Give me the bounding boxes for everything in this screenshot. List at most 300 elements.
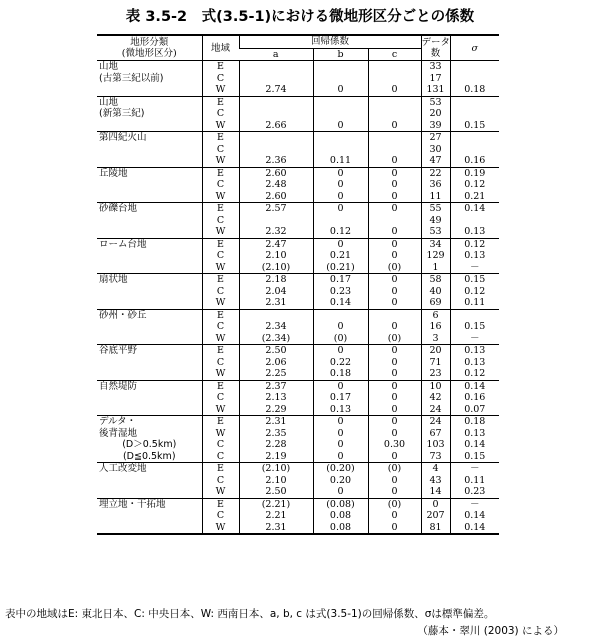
region-cell: W <box>202 262 239 274</box>
region-cell: C <box>202 250 239 262</box>
coef-a-cell: 2.29 <box>239 404 313 416</box>
landform-label <box>97 84 202 96</box>
count-cell: 6 <box>421 309 450 321</box>
table-row <box>97 297 499 309</box>
coef-a-cell: 2.66 <box>239 120 313 132</box>
count-cell: 24 <box>421 416 450 428</box>
coef-c-cell <box>368 144 421 156</box>
count-cell: 207 <box>421 510 450 522</box>
coef-a-cell: (2.10) <box>239 262 313 274</box>
landform-group <box>97 61 499 97</box>
sigma-cell: 0.14 <box>450 439 499 451</box>
table-row <box>97 250 499 262</box>
header-coefficients: 回帰係数 <box>239 35 421 48</box>
coef-a-cell: 2.31 <box>239 416 313 428</box>
coef-c-cell: 0.30 <box>368 439 421 451</box>
sigma-cell: 0.13 <box>450 345 499 357</box>
coef-c-cell: 0 <box>368 238 421 250</box>
table-row <box>97 428 499 440</box>
landform-label: (D＞0.5km) <box>122 439 177 451</box>
table-row <box>97 475 499 487</box>
count-cell: 10 <box>421 380 450 392</box>
coef-b-cell <box>313 61 368 73</box>
landform-label <box>97 392 202 404</box>
table-row <box>97 73 499 85</box>
region-cell: E <box>202 345 239 357</box>
table-row <box>97 191 499 203</box>
region-cell: C <box>202 286 239 298</box>
landform-label: 扇状地 <box>99 274 128 286</box>
landform-label <box>97 357 202 369</box>
header-count-line1: データ <box>421 37 451 48</box>
region-cell: E <box>202 416 239 428</box>
count-cell: 24 <box>421 404 450 416</box>
sigma-cell <box>450 108 499 120</box>
table-row <box>97 380 499 392</box>
coef-b-cell <box>313 215 368 227</box>
landform-label: 人工改変地 <box>99 463 147 475</box>
coef-a-cell <box>239 132 313 144</box>
landform-label <box>97 155 202 167</box>
count-cell: 30 <box>421 144 450 156</box>
landform-group <box>97 309 499 345</box>
coef-b-cell: 0.11 <box>313 155 368 167</box>
landform-label <box>97 215 202 227</box>
table-row <box>97 416 499 428</box>
coef-a-cell: 2.60 <box>239 167 313 179</box>
region-cell: E <box>202 61 239 73</box>
landform-group <box>97 274 499 310</box>
table-row <box>97 392 499 404</box>
coef-c-cell: 0 <box>368 286 421 298</box>
sigma-cell: 0.15 <box>450 120 499 132</box>
table-row <box>97 522 499 535</box>
count-cell: 20 <box>421 345 450 357</box>
coef-c-cell <box>368 73 421 85</box>
coef-c-cell: 0 <box>368 357 421 369</box>
count-cell: 42 <box>421 392 450 404</box>
sigma-cell: 0.15 <box>450 321 499 333</box>
landform-group <box>97 463 499 499</box>
coef-a-cell: 2.47 <box>239 238 313 250</box>
count-cell: 33 <box>421 61 450 73</box>
coef-c-cell: (0) <box>368 498 421 510</box>
coef-c-cell: 0 <box>368 392 421 404</box>
coef-b-cell: 0.08 <box>313 522 368 535</box>
coef-b-cell: 0.17 <box>313 392 368 404</box>
count-cell: 131 <box>421 84 450 96</box>
coef-c-cell: 0 <box>368 155 421 167</box>
table-row <box>97 61 499 73</box>
region-cell: E <box>202 309 239 321</box>
coef-c-cell: (0) <box>368 463 421 475</box>
coef-a-cell: 2.34 <box>239 321 313 333</box>
sigma-cell: 0.12 <box>450 286 499 298</box>
table-row <box>97 203 499 215</box>
region-cell: E <box>202 498 239 510</box>
coef-c-cell: 0 <box>368 368 421 380</box>
sigma-cell: 0.13 <box>450 357 499 369</box>
coef-b-cell: 0 <box>313 179 368 191</box>
coef-b-cell <box>313 96 368 108</box>
coef-b-cell: (0.21) <box>313 262 368 274</box>
coef-b-cell: 0 <box>313 120 368 132</box>
count-cell: 17 <box>421 73 450 85</box>
sigma-cell: － <box>450 463 499 475</box>
table-row <box>97 226 499 238</box>
table-title: 表 3.5-2 式(3.5-1)における微地形区分ごとの係数 <box>125 9 475 25</box>
coef-a-cell: 2.35 <box>239 428 313 440</box>
count-cell: 58 <box>421 274 450 286</box>
coef-a-cell <box>239 108 313 120</box>
coef-c-cell: 0 <box>368 274 421 286</box>
landform-label <box>97 262 202 274</box>
sigma-cell: 0.16 <box>450 392 499 404</box>
sigma-cell <box>450 144 499 156</box>
sigma-cell: 0.13 <box>450 428 499 440</box>
count-cell: 14 <box>421 486 450 498</box>
coef-c-cell: 0 <box>368 404 421 416</box>
count-cell: 103 <box>421 439 450 451</box>
coef-b-cell: 0 <box>313 167 368 179</box>
coef-b-cell: 0.14 <box>313 297 368 309</box>
coef-b-cell: 0 <box>313 416 368 428</box>
landform-group <box>97 380 499 416</box>
count-cell: 49 <box>421 215 450 227</box>
landform-group <box>97 167 499 203</box>
sigma-cell: － <box>450 262 499 274</box>
table-row <box>97 167 499 179</box>
coef-b-cell <box>313 132 368 144</box>
sigma-cell: 0.15 <box>450 451 499 463</box>
coef-c-cell: 0 <box>368 250 421 262</box>
coef-c-cell: 0 <box>368 428 421 440</box>
landform-group <box>97 498 499 534</box>
sigma-cell <box>450 132 499 144</box>
region-cell: C <box>202 475 239 487</box>
coef-c-cell: 0 <box>368 120 421 132</box>
coef-b-cell <box>313 73 368 85</box>
coef-c-cell: (0) <box>368 333 421 345</box>
coef-a-cell: 2.74 <box>239 84 313 96</box>
coef-b-cell: 0 <box>313 486 368 498</box>
landform-label <box>97 226 202 238</box>
coef-a-cell: 2.32 <box>239 226 313 238</box>
region-cell: E <box>202 96 239 108</box>
landform-label <box>97 510 202 522</box>
coef-b-cell: 0.13 <box>313 404 368 416</box>
coef-c-cell: 0 <box>368 191 421 203</box>
landform-label: (D≦0.5km) <box>122 450 176 462</box>
sigma-cell: 0.13 <box>450 250 499 262</box>
table-row <box>97 498 499 510</box>
header-b: b <box>313 48 368 61</box>
table-row <box>97 179 499 191</box>
count-cell: 47 <box>421 155 450 167</box>
coef-c-cell: 0 <box>368 510 421 522</box>
landform-group <box>97 96 499 132</box>
coef-c-cell: 0 <box>368 84 421 96</box>
landform-group <box>97 416 499 463</box>
coef-b-cell: 0.17 <box>313 274 368 286</box>
count-cell: 53 <box>421 96 450 108</box>
coef-a-cell: 2.28 <box>239 439 313 451</box>
region-cell: W <box>202 226 239 238</box>
count-cell: 53 <box>421 226 450 238</box>
landform-label <box>97 179 202 191</box>
count-cell: 27 <box>421 132 450 144</box>
table-row <box>97 155 499 167</box>
count-cell: 23 <box>421 368 450 380</box>
landform-label <box>97 486 202 498</box>
table-row <box>97 357 499 369</box>
coef-b-cell: 0.18 <box>313 368 368 380</box>
table-row <box>97 510 499 522</box>
landform-label: 山地 <box>99 96 119 108</box>
coef-c-cell: 0 <box>368 345 421 357</box>
coef-c-cell: 0 <box>368 475 421 487</box>
coef-a-cell: (2.34) <box>239 333 313 345</box>
region-cell: C <box>202 73 239 85</box>
count-cell: 36 <box>421 179 450 191</box>
count-cell: 1 <box>421 262 450 274</box>
landform-label <box>97 522 202 535</box>
sigma-cell: 0.14 <box>450 203 499 215</box>
region-cell: E <box>202 463 239 475</box>
region-cell: C <box>202 321 239 333</box>
sigma-cell: 0.19 <box>450 167 499 179</box>
count-cell: 39 <box>421 120 450 132</box>
landform-label <box>97 404 202 416</box>
region-cell: W <box>202 120 239 132</box>
coef-c-cell <box>368 108 421 120</box>
region-cell: W <box>202 333 239 345</box>
coef-b-cell: 0 <box>313 451 368 463</box>
region-cell: W <box>202 191 239 203</box>
coef-c-cell: 0 <box>368 416 421 428</box>
landform-label <box>97 297 202 309</box>
coef-a-cell <box>239 61 313 73</box>
header-count <box>421 35 450 61</box>
coef-b-cell: 0 <box>313 439 368 451</box>
region-cell: C <box>202 439 239 451</box>
count-cell: 69 <box>421 297 450 309</box>
table-row <box>97 286 499 298</box>
region-cell: C <box>202 392 239 404</box>
coef-a-cell: 2.18 <box>239 274 313 286</box>
coef-c-cell: 0 <box>368 226 421 238</box>
landform-label: デルタ・ <box>99 416 137 428</box>
coef-a-cell: 2.19 <box>239 451 313 463</box>
coef-c-cell: 0 <box>368 203 421 215</box>
landform-group <box>97 345 499 381</box>
table-row <box>97 439 499 451</box>
landform-label <box>97 321 202 333</box>
coef-a-cell: 2.10 <box>239 475 313 487</box>
coef-a-cell: 2.37 <box>239 380 313 392</box>
coef-c-cell: 0 <box>368 486 421 498</box>
landform-label: 埋立地・干拓地 <box>99 498 166 510</box>
region-cell: E <box>202 167 239 179</box>
landform-label: (新第三紀) <box>99 108 145 120</box>
coef-c-cell: 0 <box>368 297 421 309</box>
coef-b-cell: 0 <box>313 191 368 203</box>
region-cell: W <box>202 297 239 309</box>
coef-c-cell: 0 <box>368 167 421 179</box>
coef-a-cell: (2.21) <box>239 498 313 510</box>
count-cell: 81 <box>421 522 450 535</box>
coef-a-cell <box>239 215 313 227</box>
coef-c-cell <box>368 61 421 73</box>
sigma-cell: 0.14 <box>450 380 499 392</box>
landform-label <box>97 250 202 262</box>
coef-a-cell <box>239 309 313 321</box>
coef-a-cell: 2.31 <box>239 522 313 535</box>
sigma-cell: 0.15 <box>450 274 499 286</box>
landform-label: 自然堤防 <box>99 380 138 392</box>
coef-b-cell: 0.08 <box>313 510 368 522</box>
sigma-cell: 0.21 <box>450 191 499 203</box>
coef-a-cell: 2.57 <box>239 203 313 215</box>
sigma-cell: 0.13 <box>450 226 499 238</box>
header-count-line2: 数 <box>430 48 441 59</box>
count-cell: 16 <box>421 321 450 333</box>
region-cell: E <box>202 132 239 144</box>
coef-a-cell: 2.13 <box>239 392 313 404</box>
region-cell: C <box>202 451 239 463</box>
coef-c-cell: (0) <box>368 262 421 274</box>
coef-b-cell: 0 <box>313 345 368 357</box>
table-row <box>97 84 499 96</box>
region-cell: E <box>202 238 239 250</box>
table-row <box>97 144 499 156</box>
table-row <box>97 404 499 416</box>
coef-b-cell: 0.23 <box>313 286 368 298</box>
region-cell: W <box>202 368 239 380</box>
region-cell: E <box>202 274 239 286</box>
table-row <box>97 333 499 345</box>
count-cell: 129 <box>421 250 450 262</box>
coef-c-cell: 0 <box>368 380 421 392</box>
region-cell: C <box>202 144 239 156</box>
region-cell: C <box>202 108 239 120</box>
landform-label: 丘陵地 <box>99 167 128 179</box>
coefficient-table <box>97 34 499 535</box>
sigma-cell <box>450 73 499 85</box>
count-cell: 67 <box>421 428 450 440</box>
coef-b-cell: 0 <box>313 321 368 333</box>
count-cell: 0 <box>421 498 450 510</box>
region-cell: E <box>202 203 239 215</box>
region-cell: C <box>202 179 239 191</box>
count-cell: 40 <box>421 286 450 298</box>
coef-a-cell: 2.48 <box>239 179 313 191</box>
count-cell: 34 <box>421 238 450 250</box>
header-landform <box>97 35 202 61</box>
sigma-cell: 0.11 <box>450 297 499 309</box>
coef-a-cell <box>239 144 313 156</box>
sigma-cell <box>450 61 499 73</box>
sigma-cell: 0.11 <box>450 475 499 487</box>
table-row <box>97 215 499 227</box>
coef-b-cell: 0.20 <box>313 475 368 487</box>
landform-group <box>97 132 499 168</box>
table-row <box>97 96 499 108</box>
landform-label: 砂州・砂丘 <box>99 309 147 321</box>
coef-b-cell: 0 <box>313 380 368 392</box>
coef-b-cell: 0 <box>313 84 368 96</box>
landform-label: 後背湿地 <box>99 427 138 439</box>
coef-c-cell: 0 <box>368 522 421 535</box>
coef-c-cell: 0 <box>368 321 421 333</box>
sigma-cell: 0.18 <box>450 416 499 428</box>
sigma-cell: 0.23 <box>450 486 499 498</box>
count-cell: 3 <box>421 333 450 345</box>
region-cell: W <box>202 84 239 96</box>
table-row <box>97 486 499 498</box>
sigma-cell <box>450 309 499 321</box>
table-row <box>97 309 499 321</box>
coef-a-cell: 2.50 <box>239 345 313 357</box>
landform-label: (古第三紀以前) <box>99 72 164 84</box>
landform-label <box>97 144 202 156</box>
header-region: 地域 <box>202 35 239 61</box>
count-cell: 71 <box>421 357 450 369</box>
table-row <box>97 108 499 120</box>
coef-b-cell: 0 <box>313 238 368 250</box>
landform-label: 山地 <box>99 61 119 73</box>
region-cell: E <box>202 380 239 392</box>
table-row <box>97 368 499 380</box>
landform-label <box>97 475 202 487</box>
sigma-cell: 0.14 <box>450 522 499 535</box>
landform-label: 砂礫台地 <box>99 203 138 215</box>
table-row <box>97 345 499 357</box>
landform-group <box>97 203 499 239</box>
sigma-cell: 0.14 <box>450 510 499 522</box>
count-cell: 22 <box>421 167 450 179</box>
region-cell: W <box>202 522 239 535</box>
sigma-cell: － <box>450 333 499 345</box>
coef-c-cell: 0 <box>368 451 421 463</box>
table-row <box>97 463 499 475</box>
region-cell: C <box>202 215 239 227</box>
count-cell: 43 <box>421 475 450 487</box>
header-c: c <box>368 48 421 61</box>
coef-a-cell: 2.25 <box>239 368 313 380</box>
region-cell: C <box>202 357 239 369</box>
sigma-cell <box>450 215 499 227</box>
coef-b-cell: 0.12 <box>313 226 368 238</box>
sigma-cell: 0.07 <box>450 404 499 416</box>
coef-a-cell: 2.06 <box>239 357 313 369</box>
table-row <box>97 274 499 286</box>
coef-a-cell: 2.60 <box>239 191 313 203</box>
table-row <box>97 451 499 463</box>
table-row <box>97 238 499 250</box>
coef-b-cell: (0.20) <box>313 463 368 475</box>
sigma-cell <box>450 96 499 108</box>
region-cell: W <box>202 428 239 440</box>
coef-a-cell: 2.10 <box>239 250 313 262</box>
count-cell: 55 <box>421 203 450 215</box>
landform-label: 第四紀火山 <box>99 132 147 144</box>
coef-c-cell <box>368 309 421 321</box>
header-a: a <box>239 48 313 61</box>
coef-a-cell <box>239 96 313 108</box>
header-landform-line2: (微地形区分) <box>121 48 177 59</box>
coef-a-cell: 2.21 <box>239 510 313 522</box>
